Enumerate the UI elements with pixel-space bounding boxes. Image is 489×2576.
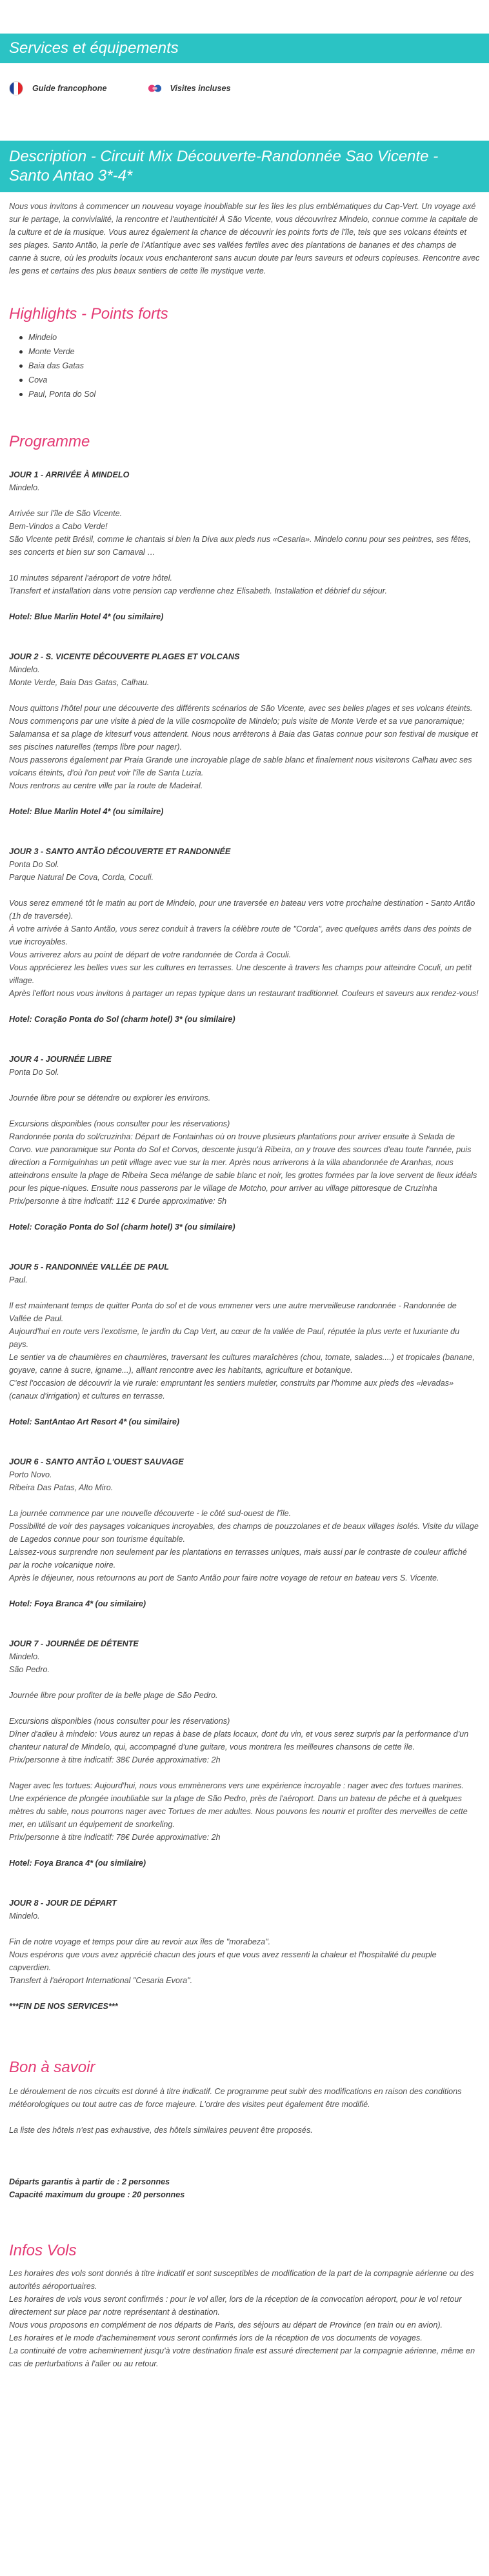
programme-title: Programme (9, 433, 90, 450)
day-place: Mindelo. (9, 483, 40, 492)
day-line: Excursions disponibles (nous consulter pour les réservations) (9, 1717, 230, 1726)
highlights-title: Highlights - Points forts (9, 305, 168, 323)
day-block (0, 1455, 489, 1610)
infos-vols-line: Les horaires et le mode d'acheminement vous seront confirmés lors de la réception de vos documents de voyages. (9, 2333, 423, 2342)
day-title: JOUR 6 - SANTO ANTÃO L'OUEST SAUVAGE (9, 1457, 184, 1466)
page (0, 34, 489, 2383)
day-line: Vous apprécierez les belles vues sur les cultures en terrasses. Une descente à travers les champs pour atteindre Coculi, un petit village. (9, 963, 472, 985)
day-place: Ponta Do Sol. Parque Natural De Cova, Corda, Coculi. (9, 860, 154, 882)
capacite-max: Capacité maximum du groupe : 20 personnes (9, 2190, 185, 2199)
day-line: Nager avec les tortues: Aujourd'hui, nous vous emmènerons vers une expérience incroyable : nager avec des tortues marines. Une expérience de plongée inoubliable sur la plage de São Pedro, près de l'aéroport. Dans un bateau de pêche et à quelques mètres du sable, nous pourrons nager avec Tortues de mer adultes. Nous pouvons les nourrir et profiter des merveilles de cette mer, en utilisant un équipement de snorkeling. (9, 1781, 468, 1829)
day-paragraph (9, 1299, 480, 1403)
day-line: Prix/personne à titre indicatif: 38€ Durée approximative: 2h (9, 1755, 221, 1764)
service-visits-label: Visites incluses (170, 84, 231, 93)
day-line: Nous commençons par une visite à pied de la ville cosmopolite de Mindelo; puis visite de Monte Verde et sa vue panoramique; Salamansa et sa plage de kitesurf vous attendent. Nous nous arrêterons à Baia das Gatas connue pour son festival de musique et ses piscines naturelles (temps libre pour nager). (9, 717, 478, 752)
day-hotel: Hotel: Foya Branca 4* (ou similaire) (9, 1599, 146, 1608)
bon-a-savoir-title: Bon à savoir (9, 2059, 95, 2076)
day-hotel: Hotel: Coração Ponta do Sol (charm hotel) 3* (ou similaire) (9, 1015, 235, 1024)
day-title: JOUR 2 - S. VICENTE DÉCOUVERTE PLAGES ET VOLCANS (9, 652, 240, 661)
day-line: Aujourd'hui en route vers l'exotisme, le jardin du Cap Vert, au cœur de la vallée de Paul, réputée la plus verte et luxuriante du pays. (9, 1327, 460, 1349)
day-paragraph (9, 507, 480, 559)
day-block (0, 468, 489, 623)
day-line: Prix/personne à titre indicatif: 112 € Durée approximative: 5h (9, 1197, 227, 1206)
day-block (0, 1261, 489, 1428)
day-hotel: Hotel: Foya Branca 4* (ou similaire) (9, 1859, 146, 1868)
description-text: Nous vous invitons à commencer un nouveau voyage inoubliable sur les îles les plus emblématiques du Cap-Vert. Un voyage axé sur le partage, la convivialité, la rencontre et l'authenticité! À São Vicente, vous découvrirez Mindelo, connue comme la capitale de la culture et de la musique. Vous aurez également la chance de découvrir les points forts de l'île, tels que ses volcans éteints et ses plages. Santo Antão, la perle de l'Atlantique avec ses vallées fertiles avec des plantations de bananes et des champs de canne à sucre, où les produits locaux vous enchanteront sans aucun doute par leurs saveurs et odeurs copieuses. Rencontre avec les gens et certains des plus beaux sentiers de cette île mystique verte. (9, 202, 480, 275)
day-block (0, 845, 489, 1026)
bon-a-savoir-p1: Le déroulement de nos circuits est donné à titre indicatif. Ce programme peut subir des modifications en raison des conditions météorologiques ou tout autre cas de force majeure. L'ordre des visites peut également être modifié. (9, 2087, 462, 2109)
programme-days (0, 468, 489, 2013)
day-line: Randonnée ponta do sol/cruzinha: Départ de Fontainhas où on trouve plusieurs plantations pour arriver ensuite à Selada de Corvo. vue panoramique sur Ponta do Sol et Corvos, descente jusqu'à Ribeira, on y trouve des sources d'eau toute l'année, puis direction a Formiguinhas un petit village avec vue sur la mer. Après nous arriverons à la villa abandonnée de Aranhas, nous atteindrons ensuite la plage de Ribeira Seca mélange de sable blanc et noir, les grottes formées par la love servent de lieux idéals pour les pique-niques. Ensuite nous passerons par le village de Motcho, pour arriver au village pittoresque de Cruzinha (9, 1132, 477, 1193)
day-paragraph (9, 1779, 480, 1844)
day-line: ***FIN DE NOS SERVICES*** (9, 2002, 118, 2011)
infos-vols-line: Les horaires de vols vous seront confirmés : pour le vol aller, lors de la réception de la convocation aéroport, pour le vol retour directement sur place par notre représentant à destination. (9, 2295, 462, 2317)
day-place: Mindelo. São Pedro. (9, 1652, 50, 1674)
day-block (0, 1637, 489, 1870)
highlight-item: Cova (19, 373, 480, 387)
day-line: Fin de notre voyage et temps pour dire au revoir aux îles de "morabeza". (9, 1937, 271, 1946)
day-line: Après l'effort nous vous invitons à partager un repas typique dans un restaurant traditionnel. Couleurs et saveurs aux rendez-vous! (9, 989, 479, 998)
day-line: São Vicente petit Brésil, comme le chantais si bien la Diva aux pieds nus «Cesaria». Mindelo connu pour ses peintres, ses fêtes, ses concerts et bien sur son Carnaval … (9, 535, 471, 557)
day-line: 10 minutes séparent l'aéroport de votre hôtel. (9, 574, 173, 583)
day-line: Arrivée sur l'île de São Vicente. (9, 509, 123, 518)
day-hotel: Hotel: Blue Marlin Hotel 4* (ou similaire) (9, 807, 164, 816)
french-flag-icon (9, 81, 23, 95)
day-line: Le sentier va de chaumières en chaumières, traversant les cultures maraîchères (chou, tomate, salades....) et tropicales (banane, goyave, canne à sucre, igname...), alliant rencontre avec les habitants, agriculture et botanique. (9, 1353, 475, 1375)
day-paragraph (9, 572, 480, 597)
day-paragraph (9, 1507, 480, 1584)
day-hotel: Hotel: SantAntao Art Resort 4* (ou similaire) (9, 1417, 180, 1426)
day-block (0, 1053, 489, 1233)
day-paragraph (9, 897, 480, 1000)
highlight-item: Paul, Ponta do Sol (19, 387, 480, 401)
service-guide (9, 81, 106, 95)
departs-garantis: Départs garantis à partir de : 2 personnes (9, 2177, 170, 2186)
day-line: Nous rentrons au centre ville par la route de Madeiral. (9, 781, 203, 790)
day-paragraph (9, 1935, 480, 1987)
infos-vols-body (0, 2267, 489, 2383)
day-title: JOUR 7 - JOURNÉE DE DÉTENTE (9, 1639, 139, 1648)
day-line: C'est l'occasion de découvrir la vie rurale: empruntant les sentiers muletier, construits par l'homme aux pieds des «levadas» (canaux d'irrigation) et cultures en terrasse. (9, 1379, 454, 1401)
day-place: Porto Novo. Ribeira Das Patas, Alto Miro. (9, 1470, 114, 1492)
infos-vols-line: Les horaires des vols sont donnés à titre indicatif et sont susceptibles de modification de la part de la compagnie aérienne ou des autorités aéroportuaires. (9, 2269, 474, 2291)
day-title: JOUR 1 - ARRIVÉE À MINDELO (9, 470, 130, 479)
day-paragraph (9, 2000, 480, 2013)
bon-a-savoir-p2: La liste des hôtels n'est pas exhaustive, des hôtels similaires peuvent être proposés. (9, 2126, 313, 2135)
service-guide-label: Guide francophone (32, 84, 107, 93)
day-block (0, 650, 489, 818)
day-line: À votre arrivée à Santo Antão, vous serez conduit à travers la célèbre route de "Corda", avec quelques arrêts dans des points de vue incroyables. (9, 924, 472, 946)
day-line: Nous passerons également par Praia Grande une incroyable plage de sable blanc et finalement nous visiterons Calhau avec ses volcans éteints, d'où l'on peut voir l'île de Santa Luzia. (9, 755, 472, 777)
day-title: JOUR 5 - RANDONNÉE VALLÉE DE PAUL (9, 1263, 169, 1272)
day-line: Possibilité de voir des paysages volcaniques incroyables, des champs de pouzzolanes et de beaux villages isolés. Visite du village de Lagedos connue pour son tourisme équitable. (9, 1522, 479, 1544)
day-line: Nous espérons que vous avez apprécié chacun des jours et que vous avez ressenti la chaleur et l'hospitalité du peuple capverdien. (9, 1950, 437, 1972)
day-line: Journée libre pour se détendre ou explorer les environs. (9, 1093, 211, 1103)
bon-a-savoir-body (0, 2085, 489, 2201)
day-place: Ponta Do Sol. (9, 1068, 59, 1077)
day-paragraph (9, 702, 480, 792)
service-visits (148, 81, 230, 95)
highlight-item: Baia das Gatas (19, 359, 480, 373)
day-line: La journée commence par une nouvelle découverte - le côté sud-ouest de l'île. (9, 1509, 292, 1518)
day-line: Journée libre pour profiter de la belle plage de São Pedro. (9, 1691, 218, 1700)
day-block (0, 1897, 489, 2013)
day-line: Excursions disponibles (nous consulter pour les réservations) (9, 1119, 230, 1128)
day-title: JOUR 4 - JOURNÉE LIBRE (9, 1055, 112, 1064)
services-title: Services et équipements (0, 34, 489, 63)
day-title: JOUR 3 - SANTO ANTÃO DÉCOUVERTE ET RANDONNÉE (9, 847, 231, 856)
day-line: Vous serez emmené tôt le matin au port de Mindelo, pour une traversée en bateau vers votre prochaine destination - Santo Antão (1h de traversée). (9, 899, 475, 921)
day-hotel: Hotel: Blue Marlin Hotel 4* (ou similaire) (9, 612, 164, 621)
day-line: Bem-Vindos a Cabo Verde! (9, 522, 108, 531)
infos-vols-line: La continuité de votre acheminement jusqu'à votre destination finale est assuré directement par la compagnie aérienne, même en cas de perturbations à l'aller ou au retour. (9, 2346, 475, 2368)
day-hotel: Hotel: Coração Ponta do Sol (charm hotel) 3* (ou similaire) (9, 1223, 235, 1232)
day-line: Il est maintenant temps de quitter Ponta do sol et de vous emmener vers une autre merveilleuse randonnée - Randonnée de Vallée de Paul. (9, 1301, 457, 1323)
day-place: Mindelo. Monte Verde, Baia Das Gatas, Calhau. (9, 665, 150, 687)
highlight-item: Monte Verde (19, 344, 480, 359)
day-title: JOUR 8 - JOUR DE DÉPART (9, 1899, 117, 1908)
description-title: Description - Circuit Mix Découverte-Randonnée Sao Vicente - Santo Antao 3*-4* (0, 141, 489, 192)
day-line: Dîner d'adieu à mindelo: Vous aurez un repas à base de plats locaux, dont du vin, et vous serez surpris par la performance d'un chanteur natural de Mindelo, qui, accompagné d'une guitare, vous montrera les meilleures chansons de cette île. (9, 1730, 469, 1752)
day-line: Nous quittons l'hôtel pour une découverte des différents scénarios de São Vicente, avec ses belles plages et ses volcans éteints. (9, 704, 473, 713)
day-line: Après le déjeuner, nous retournons au port de Santo Antão pour faire notre voyage de retour en bateau vers S. Vicente. (9, 1573, 439, 1583)
highlight-item: Mindelo (19, 330, 480, 344)
day-place: Mindelo. (9, 1912, 40, 1921)
infos-vols-title: Infos Vols (9, 2242, 77, 2259)
day-paragraph (9, 1689, 480, 1702)
day-place: Paul. (9, 1275, 28, 1284)
day-paragraph (9, 1117, 480, 1208)
day-line: Transfert et installation dans votre pension cap verdienne chez Elisabeth. Installation et débrief du séjour. (9, 586, 387, 595)
day-line: Vous arriverez alors au point de départ de votre randonnée de Corda à Coculi. (9, 950, 292, 959)
services-row (0, 63, 489, 102)
day-paragraph (9, 1715, 480, 1766)
highlights-list (0, 324, 489, 401)
day-paragraph (9, 1092, 480, 1104)
day-line: Laissez-vous surprendre non seulement par les plantations en terrasses uniques, mais aussi par le contraste de couleur affiché par la roche volcanique noire. (9, 1548, 467, 1570)
handshake-icon (148, 81, 162, 95)
day-line: Transfert à l'aéroport International "Cesaria Evora". (9, 1976, 193, 1985)
infos-vols-line: Nous vous proposons en complément de nos départs de Paris, des séjours au départ de Province (en train ou en avion). (9, 2321, 443, 2330)
day-line: Prix/personne à titre indicatif: 78€ Durée approximative: 2h (9, 1833, 221, 1842)
